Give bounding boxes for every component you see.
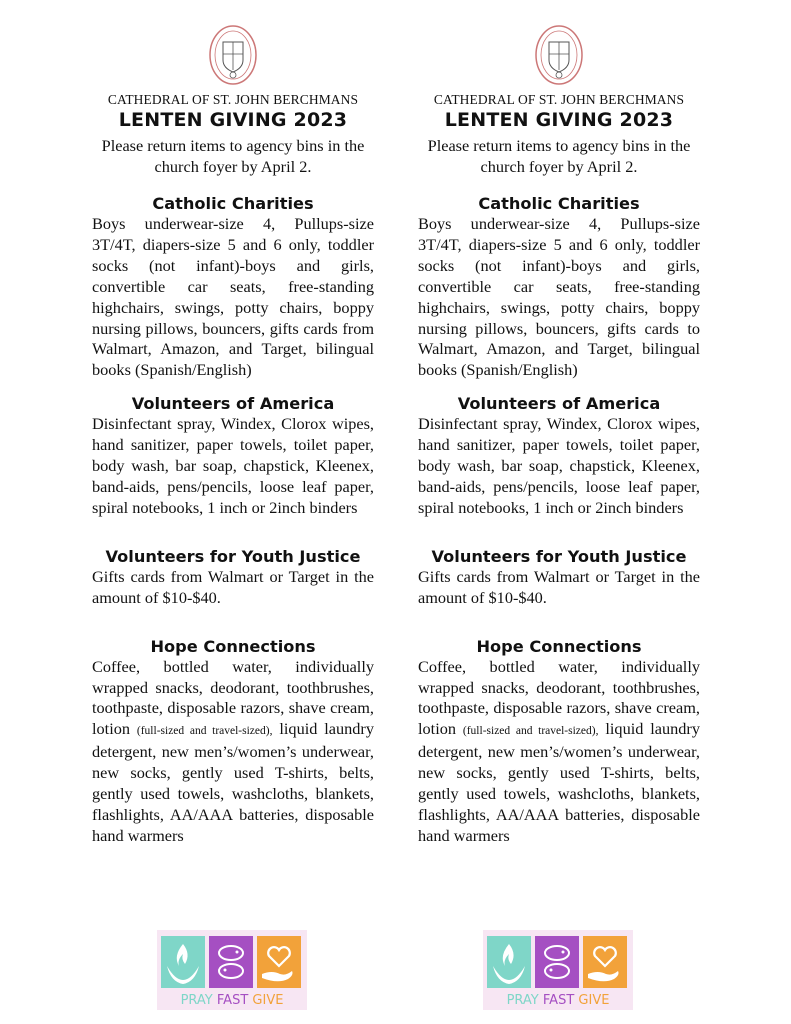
heart-hand-icon bbox=[257, 936, 301, 988]
agency-heading-catholic-charities: Catholic Charities bbox=[152, 194, 314, 213]
agency-heading-volunteers-of-america: Volunteers of America bbox=[457, 394, 661, 414]
logo-word-pray: PRAY bbox=[506, 993, 539, 1008]
hope-items-size-note: (full-sized and travel-sized), bbox=[136, 725, 273, 738]
give-tile bbox=[583, 936, 627, 988]
cathedral-seal-icon bbox=[208, 24, 258, 86]
flyer-right bbox=[418, 24, 700, 847]
flyer-title: LENTEN GIVING 2023 bbox=[118, 109, 348, 131]
cathedral-seal-icon bbox=[534, 24, 584, 86]
pray-fast-give-logo bbox=[157, 930, 307, 1010]
parish-name: CATHEDRAL OF ST. JOHN BERCHMANS bbox=[433, 92, 685, 107]
logo-word-give: GIVE bbox=[252, 993, 284, 1008]
flame-hands-icon bbox=[161, 936, 205, 988]
logo-word-fast: FAST bbox=[542, 993, 575, 1008]
return-instructions: Please return items to agency bins in the church foyer by April 2. bbox=[101, 136, 365, 176]
logo-word-pray: PRAY bbox=[180, 993, 213, 1008]
agency-heading-youth-justice: Volunteers for Youth Justice bbox=[105, 546, 361, 566]
fish-icon bbox=[535, 936, 579, 988]
pray-tile bbox=[487, 936, 531, 988]
logo-word-give: GIVE bbox=[578, 993, 610, 1008]
give-tile bbox=[257, 936, 301, 988]
agency-items-volunteers-of-america: Disinfectant spray, Windex, Clorox wipes, hand sanitizer, paper towels, toilet paper, body wash, bar soap, chapstick, Kleenex, band-aids, pens/pencils, loose leaf paper, spiral notebooks, 1 inch or 2inch binders bbox=[92, 414, 374, 517]
pray-tile bbox=[161, 936, 205, 988]
agency-heading-volunteers-of-america: Volunteers of America bbox=[131, 394, 335, 414]
agency-items-hope-connections bbox=[418, 657, 700, 847]
logo-words bbox=[157, 993, 307, 1008]
hope-items-part-b: liquid laundry detergent, new men’s/women’s underwear, new socks, gently used T-shirts, belts, gently used towels, washcloths, blankets, flashlights, AA/AAA batteries, disposable hand warmers bbox=[418, 719, 700, 845]
pray-fast-give-logo bbox=[483, 930, 633, 1010]
hope-items-part-a: Coffee, bottled water, individually wrapped snacks, deodorant, toothbrushes, toothpaste, disposable razors, shave cream, lotion bbox=[92, 656, 374, 739]
fast-tile bbox=[209, 936, 253, 988]
agency-heading-hope-connections: Hope Connections bbox=[150, 636, 316, 656]
hope-items-part-a: Coffee, bottled water, individually wrapped snacks, deodorant, toothbrushes, toothpaste, disposable razors, shave cream, lotion bbox=[418, 656, 700, 739]
agency-items-youth-justice: Gifts cards from Walmart or Target in the amount of $10-$40. bbox=[92, 566, 374, 607]
logo-word-fast: FAST bbox=[216, 993, 249, 1008]
logo-words bbox=[483, 993, 633, 1008]
hope-items-part-b: liquid laundry detergent, new men’s/women’s underwear, new socks, gently used T-shirts, belts, gently used towels, washcloths, blankets, flashlights, AA/AAA batteries, disposable hand warmers bbox=[92, 719, 374, 845]
hope-items-size-note: (full-sized and travel-sized), bbox=[462, 725, 599, 738]
flyer-left bbox=[92, 24, 374, 847]
flame-hands-icon bbox=[487, 936, 531, 988]
heart-hand-icon bbox=[583, 936, 627, 988]
fast-tile bbox=[535, 936, 579, 988]
agency-items-catholic-charities: Boys underwear-size 4, Pullups-size 3T/4T, diapers-size 5 and 6 only, toddler socks (not infant)-boys and girls, convertible car seats, free-standing highchairs, swings, potty chairs, boppy nursing pillows, bouncers, gifts cards from Walmart, Amazon, and Target, bilingual books (Spanish/English) bbox=[92, 214, 374, 380]
agency-items-youth-justice: Gifts cards from Walmart or Target in the amount of $10-$40. bbox=[418, 566, 700, 607]
return-instructions: Please return items to agency bins in the church foyer by April 2. bbox=[427, 136, 691, 176]
fish-icon bbox=[209, 936, 253, 988]
agency-heading-youth-justice: Volunteers for Youth Justice bbox=[431, 546, 687, 566]
agency-items-catholic-charities: Boys underwear-size 4, Pullups-size 3T/4T, diapers-size 5 and 6 only, toddler socks (not infant)-boys and girls, convertible car seats, free-standing highchairs, swings, potty chairs, boppy nursing pillows, bouncers, gifts cards to Walmart, Amazon, and Target, bilingual books (Spanish/English) bbox=[418, 214, 700, 380]
seal-container bbox=[92, 24, 374, 88]
agency-items-volunteers-of-america: Disinfectant spray, Windex, Clorox wipes, hand sanitizer, paper towels, toilet paper, body wash, bar soap, chapstick, Kleenex, band-aids, pens/pencils, loose leaf paper, spiral notebooks, 1 inch or 2inch binders bbox=[418, 414, 700, 517]
agency-heading-catholic-charities: Catholic Charities bbox=[478, 194, 640, 213]
agency-items-hope-connections bbox=[92, 657, 374, 847]
parish-name: CATHEDRAL OF ST. JOHN BERCHMANS bbox=[107, 92, 359, 107]
seal-container bbox=[418, 24, 700, 88]
flyer-title: LENTEN GIVING 2023 bbox=[444, 109, 674, 131]
agency-heading-hope-connections: Hope Connections bbox=[476, 636, 642, 656]
